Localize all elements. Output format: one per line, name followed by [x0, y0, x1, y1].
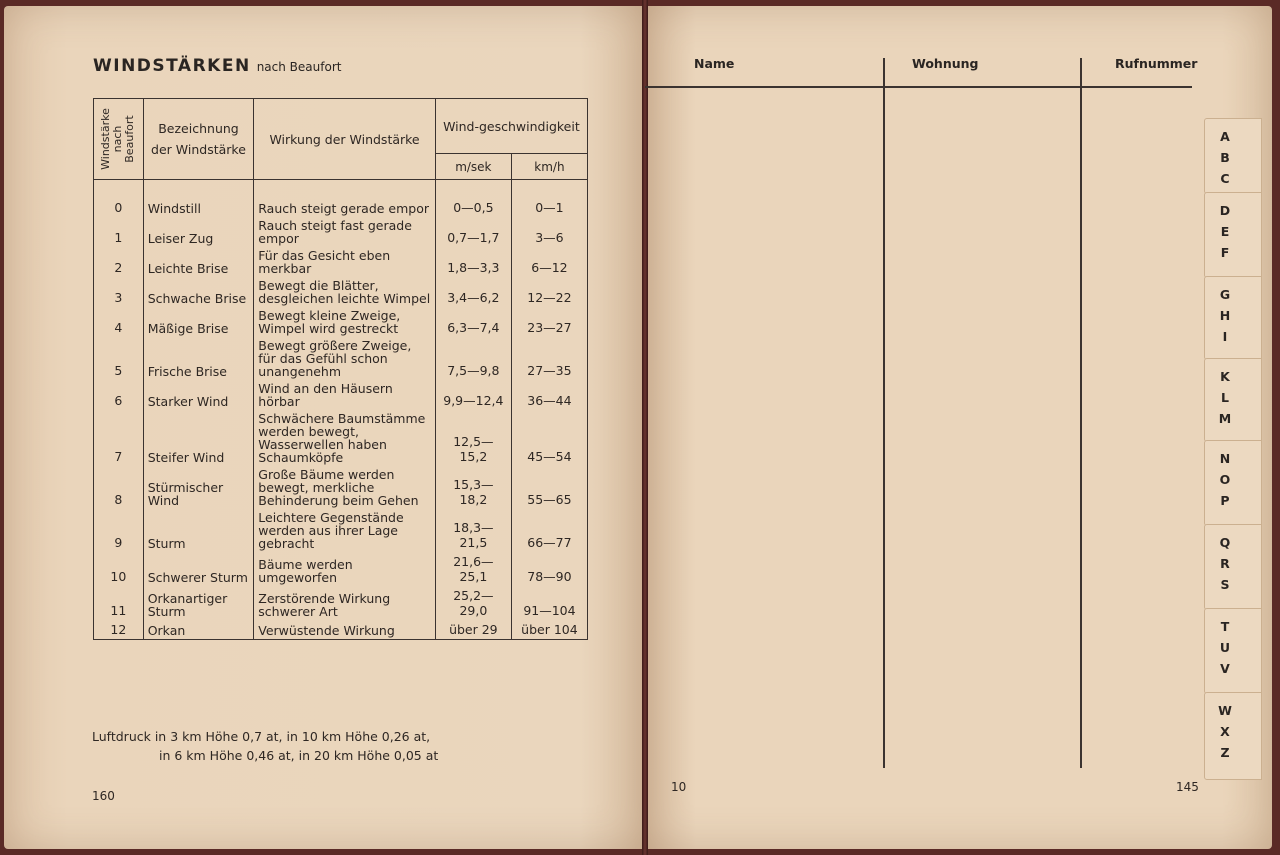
cell-designation: Schwache Brise: [143, 277, 254, 307]
cell-force: 8: [94, 466, 144, 509]
cell-force: 0: [94, 198, 144, 217]
cell-kmh: 66—77: [511, 509, 587, 552]
cell-designation: Stürmischer Wind: [143, 466, 254, 509]
header-force: Windstärke nach Beaufort: [94, 99, 144, 180]
cell-kmh: 91—104: [511, 586, 587, 620]
page-number-left: 160: [92, 789, 115, 803]
cell-kmh: über 104: [511, 620, 587, 640]
tab-letter: T: [1220, 619, 1230, 634]
table-row: [94, 337, 588, 380]
cell-force: 11: [94, 586, 144, 620]
cell-kmh: 78—90: [511, 552, 587, 586]
cell-ms: 0—0,5: [435, 198, 511, 217]
tab-letter: M: [1218, 411, 1232, 426]
page-number-right-small: 10: [671, 780, 687, 794]
cell-effect: Leichtere Gegenstände werden aus ihrer Lage gebracht: [254, 509, 436, 552]
page-title: [93, 56, 341, 76]
book-gutter: [642, 0, 648, 855]
table-row: [94, 552, 588, 586]
tab-letter: P: [1220, 493, 1230, 508]
cell-kmh: 12—22: [511, 277, 587, 307]
cell-effect: Rauch steigt gerade empor: [254, 198, 436, 217]
column-header-rufnummer: Rufnummer: [1115, 56, 1198, 71]
cell-effect: Große Bäume werden bewegt, merkliche Behinderung beim Gehen: [254, 466, 436, 509]
cell-kmh: 27—35: [511, 337, 587, 380]
alphabet-tab-letters[interactable]: [1218, 448, 1232, 511]
tab-letter: D: [1219, 203, 1231, 218]
cell-ms: 21,6—25,1: [435, 552, 511, 586]
header-ms: m/sek: [435, 154, 511, 180]
column-header-wohnung: Wohnung: [912, 56, 979, 71]
table-row: [94, 620, 588, 640]
cell-ms: über 29: [435, 620, 511, 640]
cell-force: 1: [94, 217, 144, 247]
cell-effect: Bewegt kleine Zweige, Wimpel wird gestreckt: [254, 307, 436, 337]
cell-effect: Bewegt die Blätter, desgleichen leichte Wimpel: [254, 277, 436, 307]
title-text: WINDSTÄRKEN: [93, 56, 251, 76]
column-divider-1: [883, 58, 885, 768]
cell-force: 2: [94, 247, 144, 277]
table-row: [94, 307, 588, 337]
alphabet-tab-letters[interactable]: [1218, 284, 1232, 347]
alphabet-tab[interactable]: [1204, 524, 1262, 610]
tab-letter: B: [1220, 150, 1230, 165]
cell-ms: 9,9—12,4: [435, 380, 511, 410]
alphabet-tab-letters[interactable]: [1218, 700, 1232, 763]
cell-effect: Wind an den Häusern hörbar: [254, 380, 436, 410]
cell-force: 9: [94, 509, 144, 552]
cell-force: 5: [94, 337, 144, 380]
tab-letter: E: [1220, 224, 1230, 239]
cell-designation: Orkan: [143, 620, 254, 640]
cell-effect: Verwüstende Wirkung: [254, 620, 436, 640]
table-row: [94, 198, 588, 217]
cell-ms: 3,4—6,2: [435, 277, 511, 307]
cell-effect: Für das Gesicht eben merkbar: [254, 247, 436, 277]
alphabet-tab[interactable]: [1204, 608, 1262, 694]
alphabet-tab-letters[interactable]: [1218, 532, 1232, 595]
cell-designation: Orkanartiger Sturm: [143, 586, 254, 620]
cell-kmh: 3—6: [511, 217, 587, 247]
tab-letter: G: [1219, 287, 1231, 302]
tab-letter: C: [1220, 171, 1230, 186]
tab-letter: F: [1220, 245, 1230, 260]
header-rule: [645, 86, 1192, 88]
footnote-line-1: Luftdruck in 3 km Höhe 0,7 at, in 10 km Höhe 0,26 at,: [92, 729, 431, 744]
cell-ms: 6,3—7,4: [435, 307, 511, 337]
cell-effect: Zerstörende Wirkung schwerer Art: [254, 586, 436, 620]
cell-kmh: 0—1: [511, 198, 587, 217]
tab-letter: W: [1218, 703, 1232, 718]
cell-ms: 1,8—3,3: [435, 247, 511, 277]
alphabet-tab[interactable]: [1204, 276, 1262, 360]
cell-force: 4: [94, 307, 144, 337]
cell-ms: 0,7—1,7: [435, 217, 511, 247]
footnote-line-2: in 6 km Höhe 0,46 at, in 20 km Höhe 0,05 at: [159, 748, 439, 763]
alphabet-tab[interactable]: [1204, 692, 1262, 780]
alphabet-tab-letters[interactable]: [1218, 616, 1232, 679]
tab-letter: I: [1222, 329, 1228, 344]
alphabet-tab[interactable]: [1204, 118, 1262, 194]
table-row: [94, 466, 588, 509]
tab-letter: R: [1220, 556, 1230, 571]
alphabet-tab[interactable]: [1204, 358, 1262, 442]
cell-ms: 15,3—18,2: [435, 466, 511, 509]
tab-letter: H: [1219, 308, 1231, 323]
header-designation: Bezeichnung der Windstärke: [143, 99, 254, 180]
tab-letter: X: [1220, 724, 1230, 739]
cell-effect: Schwächere Baumstämme werden bewegt, Wasserwellen haben Schaumköpfe: [254, 410, 436, 466]
table-body: [94, 180, 588, 640]
cell-ms: 12,5—15,2: [435, 410, 511, 466]
alphabet-tab-letters[interactable]: [1218, 366, 1232, 429]
cell-effect: Rauch steigt fast gerade empor: [254, 217, 436, 247]
cell-ms: 25,2—29,0: [435, 586, 511, 620]
cell-force: 3: [94, 277, 144, 307]
tab-letter: Z: [1220, 745, 1230, 760]
right-page: [646, 6, 1272, 849]
title-subtitle: nach Beaufort: [256, 60, 342, 74]
column-divider-2: [1080, 58, 1082, 768]
table-row: [94, 509, 588, 552]
page-number-right: 145: [1176, 780, 1199, 794]
alphabet-tab-letters[interactable]: [1218, 200, 1232, 263]
table-row: [94, 586, 588, 620]
table-row: [94, 247, 588, 277]
cell-ms: 7,5—9,8: [435, 337, 511, 380]
cell-kmh: 55—65: [511, 466, 587, 509]
cell-designation: Schwerer Sturm: [143, 552, 254, 586]
cell-effect: Bewegt größere Zweige, für das Gefühl schon unangenehm: [254, 337, 436, 380]
cell-designation: Leiser Zug: [143, 217, 254, 247]
cell-kmh: 23—27: [511, 307, 587, 337]
footnote: [92, 727, 438, 765]
cell-kmh: 6—12: [511, 247, 587, 277]
cell-designation: Sturm: [143, 509, 254, 552]
alphabet-tab[interactable]: [1204, 440, 1262, 526]
table-row: [94, 277, 588, 307]
cell-designation: Windstill: [143, 198, 254, 217]
beaufort-table: [93, 98, 588, 640]
column-header-name: Name: [694, 56, 735, 71]
cell-designation: Frische Brise: [143, 337, 254, 380]
cell-effect: Bäume werden umgeworfen: [254, 552, 436, 586]
alphabet-tab[interactable]: [1204, 192, 1262, 278]
table-row: [94, 410, 588, 466]
cell-force: 12: [94, 620, 144, 640]
tab-letter: K: [1220, 369, 1230, 384]
cell-force: 6: [94, 380, 144, 410]
table-row: [94, 217, 588, 247]
tab-letter: A: [1220, 129, 1230, 144]
cell-kmh: 45—54: [511, 410, 587, 466]
cell-designation: Leichte Brise: [143, 247, 254, 277]
tab-letter: Q: [1219, 535, 1231, 550]
table-row: [94, 380, 588, 410]
tab-letter: O: [1219, 472, 1231, 487]
tab-letter: L: [1221, 390, 1229, 405]
header-kmh: km/h: [511, 154, 587, 180]
header-effect: Wirkung der Windstärke: [254, 99, 436, 180]
tab-letter: N: [1219, 451, 1231, 466]
alphabet-tab-letters[interactable]: [1218, 126, 1232, 189]
tab-letter: V: [1220, 661, 1230, 676]
header-speed: Wind-geschwindigkeit: [435, 99, 587, 154]
cell-force: 7: [94, 410, 144, 466]
cell-ms: 18,3—21,5: [435, 509, 511, 552]
cell-designation: Mäßige Brise: [143, 307, 254, 337]
cell-designation: Steifer Wind: [143, 410, 254, 466]
tab-letter: U: [1219, 640, 1231, 655]
tab-letter: S: [1220, 577, 1230, 592]
cell-kmh: 36—44: [511, 380, 587, 410]
cell-force: 10: [94, 552, 144, 586]
cell-designation: Starker Wind: [143, 380, 254, 410]
